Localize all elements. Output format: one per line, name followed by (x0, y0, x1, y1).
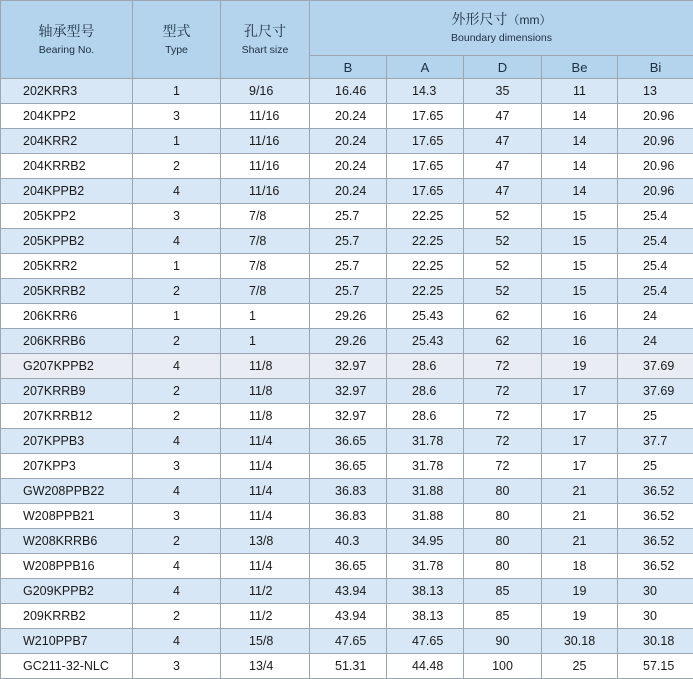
header-col-Be: Be (542, 56, 618, 79)
cell-d: 47 (464, 179, 542, 204)
cell-a: 25.43 (387, 304, 464, 329)
cell-bore: 11/16 (221, 154, 310, 179)
cell-bi: 25 (618, 454, 693, 479)
header-col-Bi: Bi (618, 56, 693, 79)
cell-model: 207KPP3 (1, 454, 133, 479)
cell-type: 4 (133, 629, 221, 654)
cell-bi: 37.69 (618, 379, 693, 404)
cell-be: 25 (542, 654, 618, 679)
table-row (1, 79, 693, 104)
cell-model: 206KRR6 (1, 304, 133, 329)
header-bearing-no (1, 1, 133, 79)
cell-b: 32.97 (310, 404, 387, 429)
cell-model: 205KRRB2 (1, 279, 133, 304)
cell-d: 47 (464, 104, 542, 129)
cell-be: 21 (542, 504, 618, 529)
cell-b: 25.7 (310, 229, 387, 254)
cell-type: 2 (133, 279, 221, 304)
cell-bi: 30.18 (618, 629, 693, 654)
cell-be: 14 (542, 154, 618, 179)
cell-b: 16.46 (310, 79, 387, 104)
cell-type: 2 (133, 154, 221, 179)
cell-model: W208PPB16 (1, 554, 133, 579)
header-dims-en: Boundary dimensions (310, 31, 693, 45)
cell-a: 38.13 (387, 604, 464, 629)
cell-bi: 20.96 (618, 104, 693, 129)
cell-type: 4 (133, 229, 221, 254)
cell-a: 22.25 (387, 229, 464, 254)
table-row (1, 529, 693, 554)
cell-be: 18 (542, 554, 618, 579)
cell-b: 32.97 (310, 354, 387, 379)
cell-model: W208PPB21 (1, 504, 133, 529)
header-dims-cn: 外形尺寸 (452, 12, 508, 28)
cell-model: 207KRRB12 (1, 404, 133, 429)
cell-bore: 15/8 (221, 629, 310, 654)
cell-bi: 24 (618, 304, 693, 329)
cell-be: 17 (542, 379, 618, 404)
cell-type: 3 (133, 504, 221, 529)
cell-b: 25.7 (310, 279, 387, 304)
cell-a: 22.25 (387, 204, 464, 229)
cell-model: G209KPPB2 (1, 579, 133, 604)
cell-bi: 25.4 (618, 279, 693, 304)
cell-bi: 25.4 (618, 254, 693, 279)
cell-d: 52 (464, 229, 542, 254)
cell-be: 17 (542, 404, 618, 429)
cell-b: 36.65 (310, 454, 387, 479)
header-bearing-no-en: Bearing No. (1, 43, 132, 57)
cell-type: 4 (133, 179, 221, 204)
cell-d: 72 (464, 404, 542, 429)
cell-bore: 7/8 (221, 254, 310, 279)
table-row (1, 179, 693, 204)
cell-d: 85 (464, 579, 542, 604)
cell-b: 36.83 (310, 504, 387, 529)
cell-d: 62 (464, 304, 542, 329)
cell-be: 17 (542, 429, 618, 454)
header-dims-unit: （mm） (508, 13, 552, 27)
cell-bore: 11/4 (221, 554, 310, 579)
header-shaft-size-cn: 孔尺寸 (221, 23, 309, 41)
header-col-A: A (387, 56, 464, 79)
cell-type: 4 (133, 354, 221, 379)
header-col-B: B (310, 56, 387, 79)
table-row (1, 554, 693, 579)
cell-d: 72 (464, 379, 542, 404)
cell-d: 72 (464, 429, 542, 454)
cell-bi: 37.7 (618, 429, 693, 454)
cell-be: 14 (542, 179, 618, 204)
cell-b: 25.7 (310, 204, 387, 229)
cell-d: 52 (464, 254, 542, 279)
cell-bore: 11/4 (221, 454, 310, 479)
cell-bore: 1 (221, 329, 310, 354)
cell-model: 204KRR2 (1, 129, 133, 154)
cell-b: 32.97 (310, 379, 387, 404)
cell-be: 15 (542, 229, 618, 254)
header-col-D: D (464, 56, 542, 79)
cell-a: 31.88 (387, 479, 464, 504)
cell-d: 47 (464, 129, 542, 154)
cell-d: 80 (464, 504, 542, 529)
cell-d: 52 (464, 279, 542, 304)
table-row (1, 254, 693, 279)
cell-be: 19 (542, 579, 618, 604)
cell-type: 1 (133, 304, 221, 329)
cell-be: 30.18 (542, 629, 618, 654)
header-boundary-dimensions (310, 1, 693, 56)
cell-a: 38.13 (387, 579, 464, 604)
cell-type: 2 (133, 404, 221, 429)
cell-a: 31.88 (387, 504, 464, 529)
cell-b: 40.3 (310, 529, 387, 554)
cell-bi: 30 (618, 604, 693, 629)
cell-be: 19 (542, 354, 618, 379)
cell-bore: 11/16 (221, 104, 310, 129)
cell-d: 80 (464, 479, 542, 504)
cell-d: 100 (464, 654, 542, 679)
cell-b: 51.31 (310, 654, 387, 679)
header-shaft-size-en: Shart size (221, 43, 309, 57)
header-bearing-no-cn: 轴承型号 (1, 23, 132, 41)
cell-be: 21 (542, 479, 618, 504)
cell-b: 43.94 (310, 604, 387, 629)
cell-bi: 20.96 (618, 154, 693, 179)
cell-model: 204KPP2 (1, 104, 133, 129)
header-type-cn: 型式 (133, 23, 220, 41)
cell-bore: 11/8 (221, 379, 310, 404)
cell-model: 205KPP2 (1, 204, 133, 229)
cell-type: 3 (133, 204, 221, 229)
cell-b: 43.94 (310, 579, 387, 604)
cell-b: 29.26 (310, 329, 387, 354)
cell-bore: 11/2 (221, 604, 310, 629)
cell-a: 22.25 (387, 254, 464, 279)
cell-be: 15 (542, 254, 618, 279)
cell-type: 4 (133, 579, 221, 604)
cell-d: 62 (464, 329, 542, 354)
cell-d: 72 (464, 354, 542, 379)
cell-b: 36.65 (310, 554, 387, 579)
cell-model: 202KRR3 (1, 79, 133, 104)
cell-bore: 11/4 (221, 429, 310, 454)
cell-a: 28.6 (387, 354, 464, 379)
cell-a: 34.95 (387, 529, 464, 554)
cell-b: 29.26 (310, 304, 387, 329)
cell-model: GW208PPB22 (1, 479, 133, 504)
cell-bi: 57.15 (618, 654, 693, 679)
cell-d: 47 (464, 154, 542, 179)
cell-be: 16 (542, 304, 618, 329)
header-type-en: Type (133, 43, 220, 57)
cell-type: 3 (133, 104, 221, 129)
cell-type: 4 (133, 554, 221, 579)
cell-be: 17 (542, 454, 618, 479)
cell-bore: 1 (221, 304, 310, 329)
cell-bore: 9/16 (221, 79, 310, 104)
cell-bi: 36.52 (618, 529, 693, 554)
cell-a: 17.65 (387, 179, 464, 204)
cell-bore: 11/2 (221, 579, 310, 604)
cell-be: 16 (542, 329, 618, 354)
cell-type: 1 (133, 254, 221, 279)
cell-type: 2 (133, 329, 221, 354)
cell-bi: 37.69 (618, 354, 693, 379)
cell-d: 80 (464, 529, 542, 554)
cell-type: 4 (133, 429, 221, 454)
header-type (133, 1, 221, 79)
table-row (1, 429, 693, 454)
cell-d: 52 (464, 204, 542, 229)
table-row (1, 229, 693, 254)
table-row (1, 579, 693, 604)
cell-bi: 36.52 (618, 479, 693, 504)
cell-bore: 13/4 (221, 654, 310, 679)
cell-bore: 11/4 (221, 479, 310, 504)
cell-bore: 7/8 (221, 279, 310, 304)
table-row (1, 629, 693, 654)
cell-be: 21 (542, 529, 618, 554)
cell-bi: 25.4 (618, 204, 693, 229)
cell-type: 2 (133, 379, 221, 404)
cell-type: 3 (133, 654, 221, 679)
cell-model: 209KRRB2 (1, 604, 133, 629)
table-row (1, 504, 693, 529)
cell-bi: 20.96 (618, 179, 693, 204)
cell-b: 20.24 (310, 154, 387, 179)
cell-model: 205KPPB2 (1, 229, 133, 254)
cell-b: 36.83 (310, 479, 387, 504)
cell-type: 1 (133, 79, 221, 104)
cell-bi: 20.96 (618, 129, 693, 154)
cell-bore: 11/8 (221, 404, 310, 429)
cell-bi: 30 (618, 579, 693, 604)
cell-b: 20.24 (310, 104, 387, 129)
header-shaft-size (221, 1, 310, 79)
table-row (1, 354, 693, 379)
cell-a: 28.6 (387, 379, 464, 404)
table-row (1, 304, 693, 329)
cell-bore: 11/4 (221, 504, 310, 529)
cell-model: 204KRRB2 (1, 154, 133, 179)
table-row (1, 104, 693, 129)
cell-a: 31.78 (387, 554, 464, 579)
cell-model: 206KRRB6 (1, 329, 133, 354)
table-row (1, 479, 693, 504)
cell-d: 85 (464, 604, 542, 629)
table-row (1, 154, 693, 179)
table-row (1, 129, 693, 154)
table-row (1, 379, 693, 404)
cell-be: 14 (542, 104, 618, 129)
cell-d: 80 (464, 554, 542, 579)
cell-be: 19 (542, 604, 618, 629)
cell-a: 31.78 (387, 454, 464, 479)
cell-bore: 7/8 (221, 229, 310, 254)
table-row (1, 654, 693, 679)
cell-model: 207KPPB3 (1, 429, 133, 454)
cell-b: 20.24 (310, 179, 387, 204)
cell-bore: 13/8 (221, 529, 310, 554)
cell-d: 35 (464, 79, 542, 104)
cell-bi: 24 (618, 329, 693, 354)
cell-model: 207KRRB9 (1, 379, 133, 404)
cell-type: 2 (133, 529, 221, 554)
table-row (1, 604, 693, 629)
cell-model: W210PPB7 (1, 629, 133, 654)
cell-b: 25.7 (310, 254, 387, 279)
cell-type: 2 (133, 604, 221, 629)
cell-a: 31.78 (387, 429, 464, 454)
cell-b: 20.24 (310, 129, 387, 154)
cell-a: 14.3 (387, 79, 464, 104)
cell-model: GC211-32-NLC (1, 654, 133, 679)
cell-a: 17.65 (387, 154, 464, 179)
cell-a: 17.65 (387, 129, 464, 154)
cell-model: 205KRR2 (1, 254, 133, 279)
cell-bi: 36.52 (618, 504, 693, 529)
cell-b: 36.65 (310, 429, 387, 454)
cell-a: 28.6 (387, 404, 464, 429)
cell-model: G207KPPB2 (1, 354, 133, 379)
cell-bore: 11/16 (221, 179, 310, 204)
cell-model: W208KRRB6 (1, 529, 133, 554)
cell-be: 14 (542, 129, 618, 154)
cell-a: 17.65 (387, 104, 464, 129)
cell-b: 47.65 (310, 629, 387, 654)
cell-d: 90 (464, 629, 542, 654)
cell-be: 11 (542, 79, 618, 104)
table-row (1, 329, 693, 354)
cell-bi: 13 (618, 79, 693, 104)
table-row (1, 454, 693, 479)
cell-bore: 11/8 (221, 354, 310, 379)
table-row (1, 204, 693, 229)
cell-bi: 36.52 (618, 554, 693, 579)
cell-bore: 11/16 (221, 129, 310, 154)
cell-be: 15 (542, 279, 618, 304)
cell-d: 72 (464, 454, 542, 479)
cell-a: 25.43 (387, 329, 464, 354)
table-body (1, 79, 693, 679)
cell-a: 47.65 (387, 629, 464, 654)
cell-type: 3 (133, 454, 221, 479)
cell-model: 204KPPB2 (1, 179, 133, 204)
cell-be: 15 (542, 204, 618, 229)
table-row (1, 404, 693, 429)
cell-type: 1 (133, 129, 221, 154)
cell-a: 22.25 (387, 279, 464, 304)
cell-a: 44.48 (387, 654, 464, 679)
cell-bi: 25 (618, 404, 693, 429)
cell-type: 4 (133, 479, 221, 504)
table-row (1, 279, 693, 304)
cell-bi: 25.4 (618, 229, 693, 254)
cell-bore: 7/8 (221, 204, 310, 229)
